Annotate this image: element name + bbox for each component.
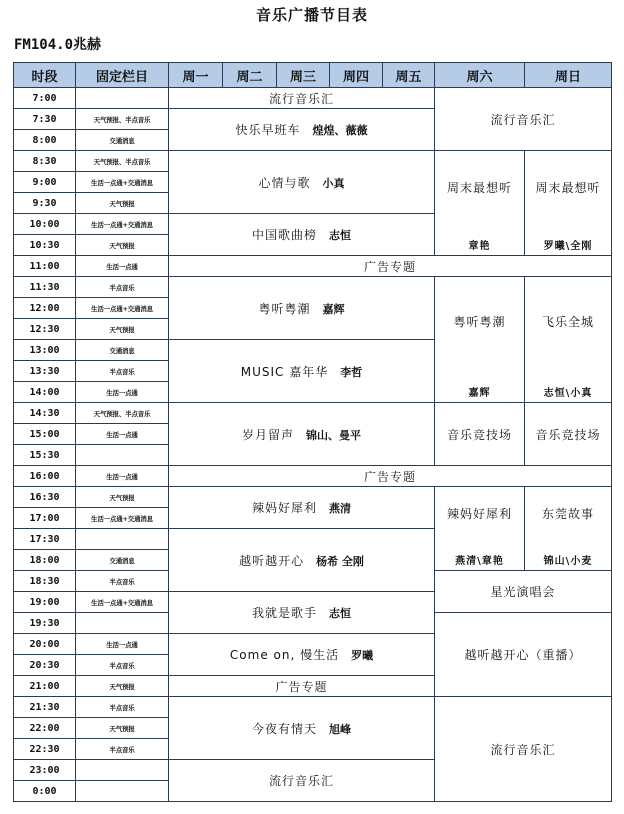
fixed-cell: 生活一点通 [76,382,169,403]
fixed-cell: 生活一点通 [76,466,169,487]
header-mon: 周一 [169,63,223,88]
table-row [14,88,612,109]
time-cell: 11:00 [14,256,76,277]
program-host: 嘉辉 [322,302,345,316]
program-host: 章艳 [468,241,491,252]
time-cell: 12:00 [14,298,76,319]
time-cell: 21:00 [14,676,76,697]
weekend-program [435,88,612,151]
ad-program [169,466,612,487]
table-row [14,487,612,508]
program-name: 音乐竞技场 [535,427,601,442]
program-name: 岁月留声 [241,427,294,442]
weekday-program [169,340,435,403]
program-host: 罗曦\全刚 [543,241,593,252]
weekday-program [169,109,435,151]
sunday-program [525,487,612,571]
program-host: 锦山\小麦 [543,556,593,567]
table-row [14,697,612,718]
program-host: 小真 [322,176,345,190]
time-cell: 9:30 [14,193,76,214]
program-name: Come on, 慢生活 [229,648,340,662]
time-cell: 12:30 [14,319,76,340]
fixed-cell: 交通消息 [76,550,169,571]
fixed-cell: 生活一点通+交通消息 [76,298,169,319]
time-cell: 10:30 [14,235,76,256]
program-name: 心情与歌 [258,175,311,190]
header-thu: 周四 [330,63,383,88]
fixed-cell [76,529,169,550]
program-name: 周末最想听 [535,181,601,195]
fixed-cell: 生活一点通+交通消息 [76,172,169,193]
program-host: 煌煌、薇薇 [312,124,368,137]
fixed-cell: 天气预报、半点音乐 [76,151,169,172]
fixed-cell: 生活一点通 [76,634,169,655]
time-cell: 8:30 [14,151,76,172]
fixed-cell: 生活一点通 [76,424,169,445]
saturday-program [435,403,525,466]
time-cell: 0:00 [14,781,76,802]
program-name: MUSIC 嘉年华 [240,364,329,379]
fixed-cell: 半点音乐 [76,655,169,676]
time-cell: 16:30 [14,487,76,508]
program-name: 流行音乐汇 [268,774,334,788]
time-cell: 23:00 [14,760,76,781]
program-name: 粤听粤潮 [453,315,506,329]
program-host: 锦山、曼平 [306,428,361,442]
weekday-program [169,487,435,529]
weekend-program [435,571,612,613]
time-cell: 19:00 [14,592,76,613]
weekday-program [169,697,435,760]
time-cell: 22:00 [14,718,76,739]
time-cell: 21:30 [14,697,76,718]
fixed-cell: 天气预报 [76,676,169,697]
header-row [14,63,612,88]
program-name: 中国歌曲榜 [251,228,317,242]
time-cell: 17:30 [14,529,76,550]
fixed-cell: 天气预报、半点音乐 [76,109,169,130]
program-name: 快乐早班车 [235,123,301,137]
fixed-cell: 天气预报 [76,193,169,214]
fixed-cell [76,781,169,802]
program-name: 广告专题 [363,259,416,274]
program-name: 今夜有情天 [251,721,317,736]
time-cell: 19:30 [14,613,76,634]
table-row [14,466,612,487]
program-name: 星光演唱会 [490,585,556,599]
time-cell: 20:00 [14,634,76,655]
time-cell: 8:00 [14,130,76,151]
fixed-cell: 生活一点通+交通消息 [76,214,169,235]
sunday-program [525,403,612,466]
program-name: 广告专题 [363,469,416,484]
saturday-program [435,151,525,256]
fixed-cell: 生活一点通+交通消息 [76,592,169,613]
table-row [14,256,612,277]
time-cell: 7:00 [14,88,76,109]
weekend-program [435,697,612,802]
weekend-program [435,613,612,697]
ad-program [169,256,612,277]
program-name: 粤听粤潮 [258,301,311,316]
weekday-program [169,214,435,256]
program-name: 辣妈好犀利 [251,501,317,515]
program-name: 辣妈好犀利 [446,507,512,521]
program-name: 周末最想听 [446,181,512,195]
program-host: 旭峰 [329,722,351,736]
header-time: 时段 [14,63,76,88]
table-row [14,277,612,298]
table-row [14,151,612,172]
program-name: 东莞故事 [541,507,594,521]
program-name: 流行音乐汇 [490,742,556,757]
program-host: 志恒\小真 [543,388,593,399]
time-cell: 15:00 [14,424,76,445]
fixed-cell: 天气预报、半点音乐 [76,403,169,424]
program-host: 嘉辉 [468,388,491,399]
fixed-cell: 生活一点通 [76,256,169,277]
weekday-program [169,529,435,592]
fixed-cell: 半点音乐 [76,739,169,760]
fixed-cell: 半点音乐 [76,697,169,718]
header-sat: 周六 [435,63,525,88]
weekday-program [169,88,435,109]
sunday-program [525,151,612,256]
time-cell: 13:30 [14,361,76,382]
fixed-cell: 交通消息 [76,130,169,151]
schedule-table [13,62,612,802]
program-name: 越听越开心（重播） [464,648,582,662]
sunday-program [525,277,612,403]
time-cell: 13:00 [14,340,76,361]
weekday-program [169,277,435,340]
time-cell: 18:00 [14,550,76,571]
page-title: 音乐广播节目表 [255,6,368,24]
fixed-cell: 天气预报 [76,718,169,739]
header-sun: 周日 [525,63,612,88]
weekday-program [169,403,435,466]
header-wed: 周三 [277,63,330,88]
program-name: 我就是歌手 [251,606,317,620]
table-row [14,403,612,424]
program-name: 音乐竞技场 [446,427,512,442]
time-cell: 17:00 [14,508,76,529]
program-name: 越听越开心 [239,553,305,568]
program-host: 杨希 全刚 [316,554,364,568]
time-cell: 20:30 [14,655,76,676]
header-fixed: 固定栏目 [76,63,169,88]
fixed-cell [76,88,169,109]
time-cell: 14:30 [14,403,76,424]
program-host: 李哲 [340,365,363,379]
program-name: 流行音乐汇 [490,112,556,127]
fixed-cell: 交通消息 [76,340,169,361]
fixed-cell [76,760,169,781]
saturday-program [435,487,525,571]
weekday-program [169,151,435,214]
time-cell: 15:30 [14,445,76,466]
time-cell: 10:00 [14,214,76,235]
program-name: 流行音乐汇 [268,91,334,106]
fixed-cell: 生活一点通+交通消息 [76,508,169,529]
weekday-program [169,634,435,676]
fixed-cell: 半点音乐 [76,571,169,592]
fixed-cell: 半点音乐 [76,277,169,298]
program-host: 燕清\章艳 [455,556,504,567]
program-host: 志恒 [329,229,351,242]
program-name: 广告专题 [275,679,328,694]
program-host: 罗曦 [351,649,374,662]
header-fri: 周五 [383,63,435,88]
time-cell: 9:00 [14,172,76,193]
time-cell: 14:00 [14,382,76,403]
program-name: 飞乐全城 [541,315,594,329]
program-host: 志恒 [329,607,351,620]
fixed-cell [76,613,169,634]
fixed-cell: 天气预报 [76,235,169,256]
fixed-cell: 天气预报 [76,487,169,508]
saturday-program [435,277,525,403]
time-cell: 22:30 [14,739,76,760]
time-cell: 18:30 [14,571,76,592]
fixed-cell: 天气预报 [76,319,169,340]
fixed-cell [76,445,169,466]
ad-program [169,676,435,697]
weekday-program [169,760,435,802]
program-host: 燕清 [329,502,351,515]
header-tue: 周二 [223,63,277,88]
frequency-label: FM104.0兆赫 [14,37,102,53]
time-cell: 7:30 [14,109,76,130]
fixed-cell: 半点音乐 [76,361,169,382]
time-cell: 11:30 [14,277,76,298]
weekday-program [169,592,435,634]
time-cell: 16:00 [14,466,76,487]
